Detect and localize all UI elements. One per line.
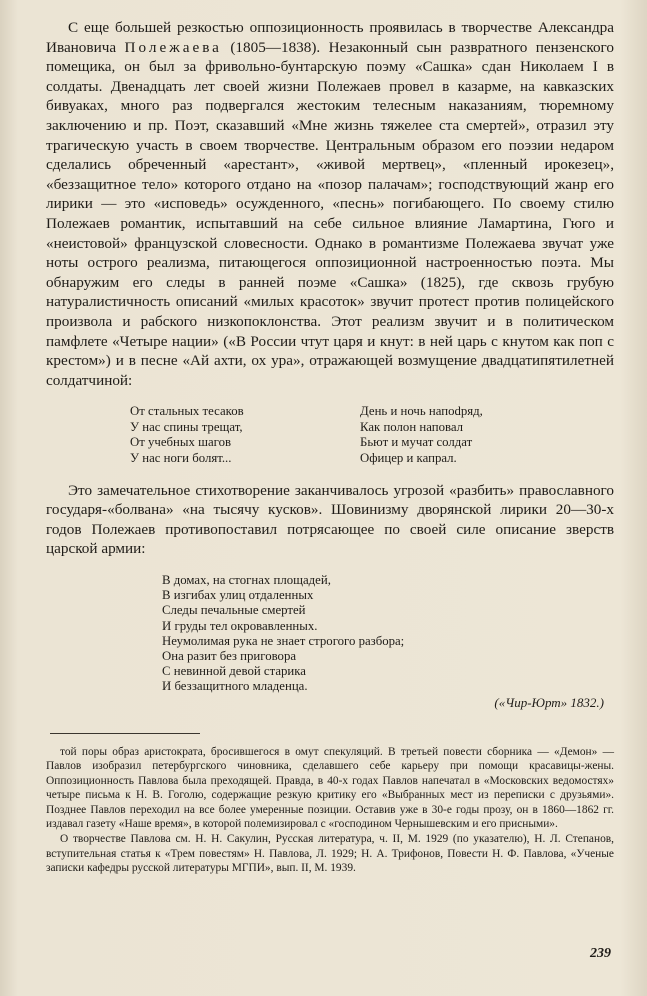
poet-name-spaced: Полежаева: [124, 38, 222, 56]
poem-line: В изгибах улиц отдаленных: [162, 588, 314, 603]
poem-line: Следы печальные смертей: [162, 603, 306, 618]
main-text: [46, 18, 614, 712]
page-number: 239: [590, 946, 611, 961]
footnote-paragraph: той поры образ аристократа, бросившегося в омут спекуляций. В третьей повести сборника — «Демон» — Павлов изобразил петербургского чиновника, сделавшего себе карьеру при помощи красавицы-жены. Оппозиционность Павлова была преходящей. Правда, в 40-х годах Павлов напечатал в «Московских ведомостях» четыре письма к Н. В. Гоголю, содержащие резкую критику его «Выбранных мест из переписки с друзьями». Позднее Павлов переходил на все более умеренные позиции. Оставив уже в 30-е годы прозу, он в 1860—1862 гг. издавал газету «Наше время», в которой полемизировал с «господином Чернышевским и его присными».: [46, 746, 614, 831]
paragraph-1-start: С еще большей резкостью оппозиционность проявилась в творчестве Александра Ивановича: [46, 19, 614, 56]
footnote-divider: [50, 733, 200, 734]
paragraph-1-rest: (1805—1838). Незаконный сын развратного пензенского помещика, он был за фривольно-бунтарскую поэму «Сашка» сдан Николаем I в солдаты. Двенадцать лет своей жизни Полежаев провел в казарме, на кавказских бивуаках, много раз подвергался жестоким телесным наказаниям, тюремному заключению и пр. Поэт, сказавший «Мне жизнь тяжелее ста смертей», отразил эту трагическую участь в своем творчестве. Центральным образом его поэзии недаром сделались обреченный «арестант», «живой мертвец», «пленный ирокезец», «беззащитное тело» которого отдано на «позор палачам»; господствующий жанр его лирики — это «исповедь» осужденного, «песнь» погибающего. По своему стилю Полежаев романтик, испытавший на себе сильное влияние Ламартина, Гюго и «неистовой» французской словесности. Однако в романтизме Полежаева звучат уже ноты острого реализма, питающегося оппозиционной настроенностью поэта. Мы обнаружим его следы в ранней поэме «Сашка» (1825), где сквозь грубую натуралистичность описаний «милых красоток» звучит протест против полицейского произвола и рабского низкопоклонства. Этот реализм звучит и в политическом памфлете «Четыре нации» («В России чтут царя и кнут: в ней царь с кнутом как поп с крестом») и в песне «Ай ахти, ох ура», отражающей возмущение двадцатипятилетней солдатчиной:: [46, 38, 614, 389]
poem-quote: [162, 573, 614, 695]
stanza-line: У нас ноги болят...: [130, 451, 232, 466]
paragraph-1: [46, 18, 614, 390]
poem-line: И груды тел окровавленных.: [162, 618, 318, 633]
stanza-line: Бьют и мучат солдат: [360, 435, 473, 450]
song-stanza: [130, 404, 614, 466]
footnote-paragraph: О творчестве Павлова см. Н. Н. Сакулин, Русская литература, ч. II, М. 1929 (по указателю), Н. Л. Степанов, вступительная статья к «Трем повестям» Н. Павлова, Л. 1929; Н. А. Трифонов, Повести Н. Ф. Павлова, «Ученые записки кафедры русской литературы МГПИ», вып. II, М. 1939.: [46, 833, 614, 875]
paragraph-2: Это замечательное стихотворение заканчивалось угрозой «разбить» православного государя-«болвана» «на тысячу кусков». Шовинизму дворянской лирики 20—30-х годов Полежаев противопоставил потрясающее по своей силе описание зверств царской армии:: [46, 481, 614, 558]
stanza-line: От стальных тесаков: [130, 404, 244, 419]
stanza-line: Как полон наповал: [360, 419, 464, 434]
poem-line: С невинной девой старика: [162, 664, 306, 679]
stanza-right-column: [360, 404, 590, 466]
stanza-left-column: [130, 404, 360, 466]
stanza-line: День и ночь напоdряд,: [360, 404, 483, 419]
poem-line: Неумолимая рука не знает строгого разбора;: [162, 633, 405, 648]
footnotes: [46, 745, 614, 876]
stanza-line: У нас спины трещат,: [130, 419, 243, 434]
poem-line: И беззащитного младенца.: [162, 679, 308, 694]
stanza-line: Офицер и капрал.: [360, 451, 457, 466]
poem-signature: («Чир-Юрт» 1832.): [494, 694, 604, 710]
poem-line: В домах, на стогнах площадей,: [162, 573, 331, 588]
stanza-line: От учебных шагов: [130, 435, 232, 450]
poem-line: Она разит без приговора: [162, 649, 297, 664]
